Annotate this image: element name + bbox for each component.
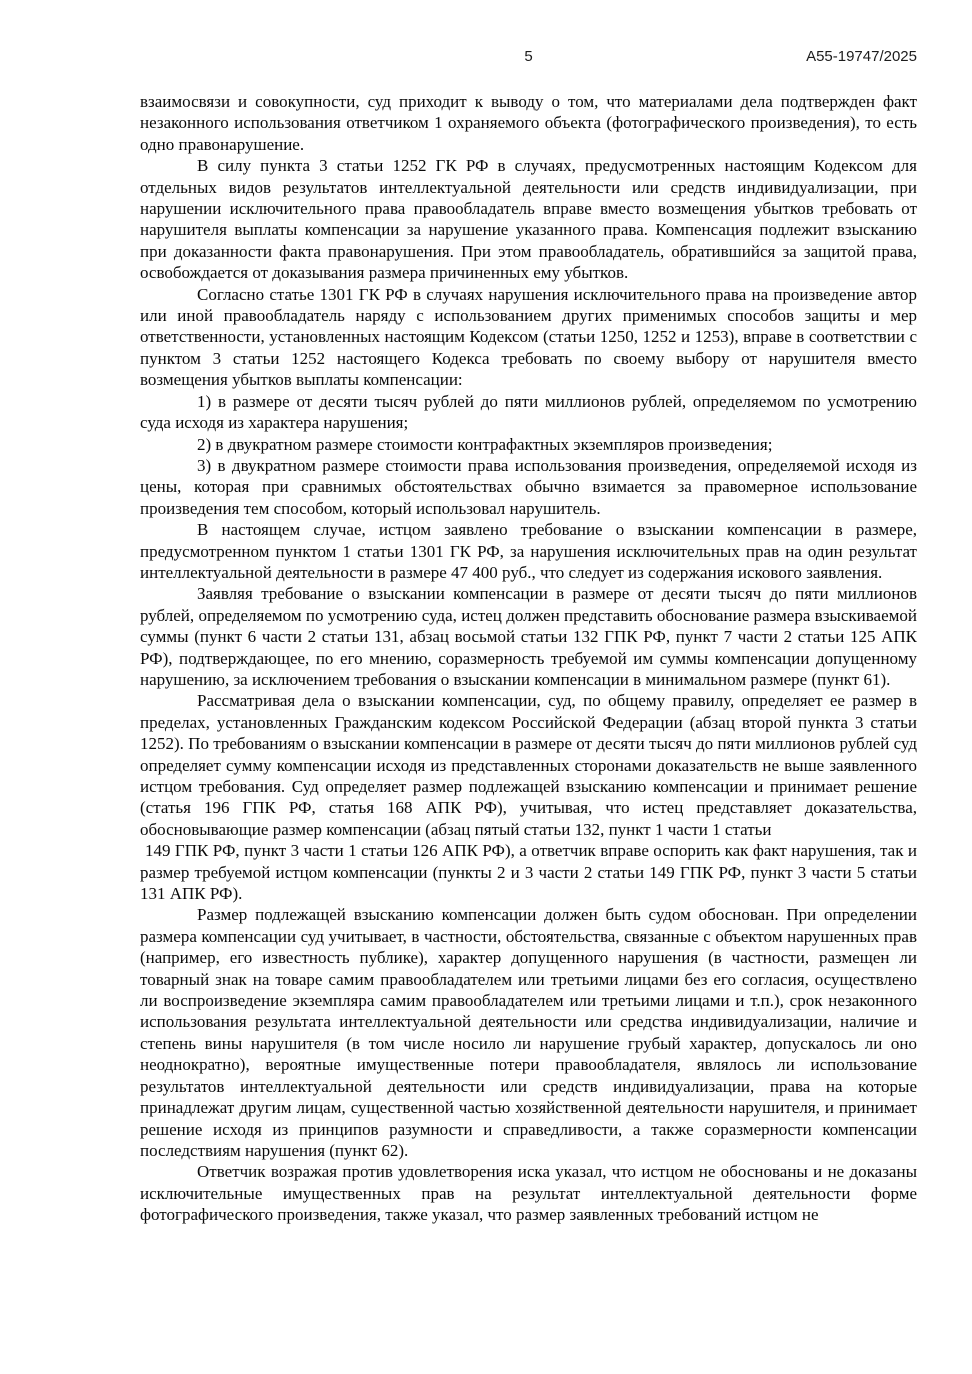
paragraph: Ответчик возражая против удовлетворения иска указал, что истцом не обоснованы и не доказаны исключительные имущественных прав на результат интеллектуальной деятельности форме фотографического произведения, также указал, что размер заявленных требований истцом не xyxy=(140,1162,917,1225)
paragraph: 149 ГПК РФ, пункт 3 части 1 статьи 126 АПК РФ), а ответчик вправе оспорить как факт нарушения, так и размер требуемой истцом компенсации (пункты 2 и 3 части 2 статьи 149 ГПК РФ, пункт 3 части 5 статьи 131 АПК РФ). xyxy=(140,841,917,904)
paragraph: В силу пункта 3 статьи 1252 ГК РФ в случаях, предусмотренных настоящим Кодексом для отдельных видов результатов интеллектуальной деятельности или средств индивидуализации, при нарушении исключительного права правообладатель вправе вместо возмещения убытков требовать от нарушителя выплаты компенсации за нарушение указанного права. Компенсация подлежит взысканию при доказанности факта правонарушения. При этом правообладатель, обратившийся за защитой права, освобождается от доказывания размера причиненных ему убытков. xyxy=(140,156,917,283)
paragraph: Размер подлежащей взысканию компенсации должен быть судом обоснован. При определении размера компенсации суд учитывает, в частности, обстоятельства, связанные с объектом нарушенных прав (например, его известность публике), характер допущенного нарушения (в частности, размещен ли товарный знак на товаре самим правообладателем или третьими лицами без его согласия, осуществлено ли воспроизведение экземпляра самим правообладателем или третьими лицами и т.п.), срок незаконного использования результата интеллектуальной деятельности или средства индивидуализации, наличие и степень вины нарушителя (в том числе носило ли нарушение грубый характер, допускалось ли оно неоднократно), вероятные имущественные потери правообладателя, являлось ли использование результатов интеллектуальной деятельности или средств индивидуализации, права на которые принадлежат другим лицам, существенной частью хозяйственной деятельности нарушителя, и принимает решение исходя из принципов разумности и справедливости, а также соразмерности компенсации последствиям нарушения (пункт 62). xyxy=(140,905,917,1160)
page-header xyxy=(140,48,917,65)
paragraph: Согласно статье 1301 ГК РФ в случаях нарушения исключительного права на произведение автор или иной правообладатель наряду с использованием других применимых способов защиты и мер ответственности, установленных настоящим Кодексом (статьи 1250, 1252 и 1253), вправе в соответствии с пунктом 3 статьи 1252 настоящего Кодекса требовать по своему выбору от нарушителя вместо возмещения убытков выплаты компенсации: xyxy=(140,284,917,390)
paragraph: 2) в двукратном размере стоимости контрафактных экземпляров произведения; xyxy=(197,434,773,454)
paragraph: Рассматривая дела о взыскании компенсации, суд, по общему правилу, определяет ее размер в пределах, установленных Гражданским кодексом Российской Федерации (абзац второй пункта 3 статьи 1252). По требованиям о взыскании компенсации в размере от десяти тысяч до пяти миллионов рублей суд определяет сумму компенсации исходя из представленных сторонами доказательств не выше заявленного истцом требования. Суд определяет размер подлежащей взысканию компенсации и принимает решение (статья 196 ГПК РФ, статья 168 АПК РФ), учитывая, что истец представляет доказательства, обосновывающие размер компенсации (абзац пятый статьи 132, пункт 1 части 1 статьи xyxy=(140,691,917,839)
paragraph: В настоящем случае, истцом заявлено требование о взыскании компенсации в размере, предусмотренном пунктом 1 статьи 1301 ГК РФ, за нарушения исключительных прав на один результат интеллектуальной деятельности в размере 47 400 руб., что следует из содержания искового заявления. xyxy=(140,520,917,582)
paragraph: взаимосвязи и совокупности, суд приходит к выводу о том, что материалами дела подтвержден факт незаконного использования ответчиком 1 охраняемого объекта (фотографического произведения), то есть одно правонарушение. xyxy=(140,92,917,154)
case-number: А55-19747/2025 xyxy=(806,48,917,65)
paragraph: Заявляя требование о взыскании компенсации в размере от десяти тысяч до пяти миллионов рублей, определяемом по усмотрению суда, истец должен представить обоснование размера взыскиваемой суммы (пункт 6 части 2 статьи 131, абзац восьмой статьи 132 ГПК РФ, пункт 7 части 2 статьи 125 АПК РФ), подтверждающее, по его мнению, соразмерность требуемой им суммы компенсации допущенному нарушению, за исключением требования о взыскании компенсации в минимальном размере (пункт 61). xyxy=(140,584,917,689)
paragraph: 3) в двукратном размере стоимости права использования произведения, определяемой исходя из цены, которая при сравнимых обстоятельствах обычно взимается за правомерное использование произведения тем способом, который использовал нарушитель. xyxy=(140,455,917,518)
document-body xyxy=(140,91,917,1226)
page-number: 5 xyxy=(524,48,533,65)
paragraph: 1) в размере от десяти тысяч рублей до пяти миллионов рублей, определяемом по усмотрению суда исходя из характера нарушения; xyxy=(140,391,917,433)
